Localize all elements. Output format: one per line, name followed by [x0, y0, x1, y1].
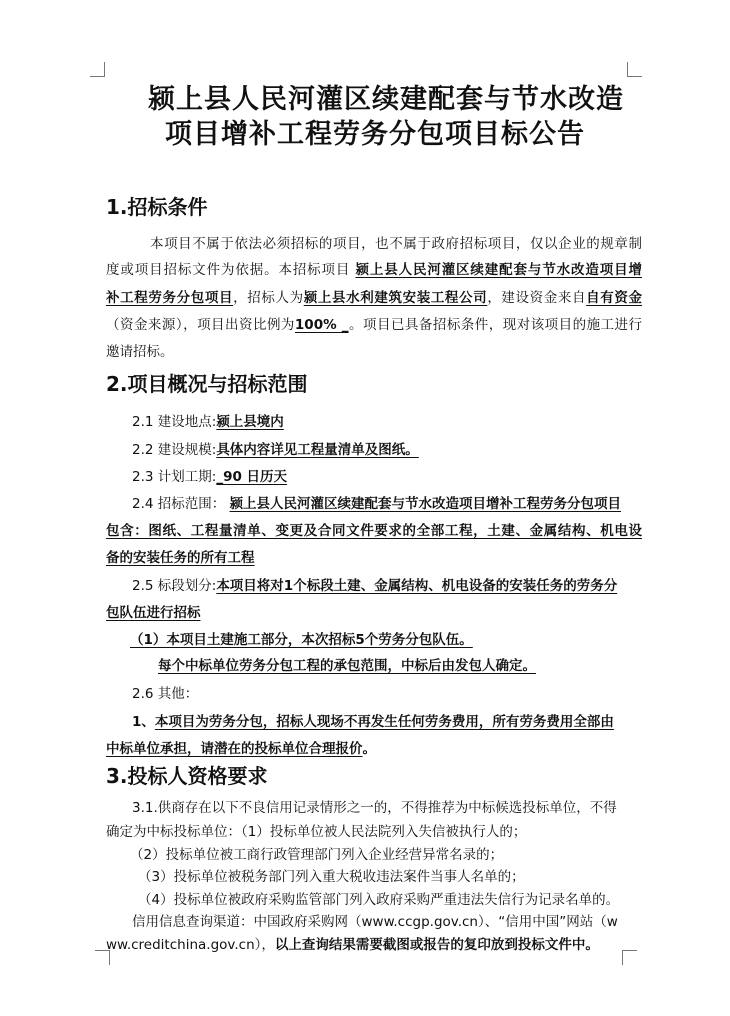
filled-field-text: 100% _: [294, 317, 349, 333]
filled-field-text: （1）本项目土建施工部分，本次招标5个劳务分包队伍。: [130, 632, 473, 648]
text-run: 3.1.供商存在以下不良信用记录情形之一的，不得推荐为中标候选投标单位，不得: [132, 800, 617, 816]
paragraph-line: [158, 656, 536, 676]
paragraph-line: [106, 822, 526, 842]
section-heading: [106, 762, 268, 790]
paragraph-line: [106, 739, 376, 759]
paragraph-line: [132, 440, 419, 460]
filled-field-text: 备的安装任务的所有工程: [106, 550, 255, 566]
crop-mark-top-left: [90, 62, 105, 77]
text-run: 。: [362, 741, 376, 757]
paragraph-line: [106, 935, 599, 955]
document-title: [148, 82, 624, 118]
paragraph-line: [132, 467, 287, 487]
paragraph-line: [106, 521, 642, 541]
filled-field-text: 颍上县境内: [216, 414, 284, 430]
crop-mark-top-right: [627, 62, 642, 77]
paragraph-line: [106, 315, 642, 335]
filled-field-text: 本项目为劳务分包，招标人现场不再发生任何劳务费用，所有劳务费用全部由: [154, 714, 614, 730]
paragraph-line: [132, 684, 198, 704]
paragraph-line: [106, 603, 201, 623]
paragraph-line: [130, 845, 503, 865]
paragraph-line: [106, 288, 642, 308]
paragraph-line: [132, 712, 614, 732]
filled-field-text: 自有资金: [586, 290, 643, 306]
text-run: 2.6 其他：: [132, 686, 199, 702]
text-run: 2.5 标段划分:: [132, 578, 217, 594]
text-run: ，招标人为: [233, 290, 304, 306]
paragraph-line: [106, 260, 642, 280]
filled-field-text: 具体内容详见工程量清单及图纸。: [216, 442, 419, 458]
text-run: ，建设资金来自: [487, 290, 587, 306]
text-run: （3）投标单位被税务部门列入重大税收违法案件当事人名单的；: [138, 869, 525, 885]
text-run: 邀请招标。: [106, 344, 174, 360]
text-run: 确定为中标投标单位：（1）投标单位被人民法院列入失信被执行人的；: [106, 824, 527, 840]
paragraph-line: [132, 412, 284, 432]
text-run: 1、: [132, 714, 155, 730]
filled-field-text: 颍上县人民河灌区续建配套与节水改造项目增: [355, 262, 643, 278]
section-heading: [106, 370, 308, 398]
text-run: 以上查询结果需要截图或报告的复印放到投标文件中。: [274, 937, 599, 953]
text-run: 1.招标条件: [106, 195, 208, 219]
paragraph-line: [106, 548, 255, 568]
text-run: 本项目不属于依法必须招标的项目，也不属于政府招标项目，仅以企业的规章制: [150, 236, 642, 252]
filled-field-text: 颍上县人民河灌区续建配套与节水改造项目增补工程劳务分包项目: [229, 496, 622, 512]
paragraph-line: [132, 494, 621, 514]
text-run: 2.3 计划工期:: [132, 469, 217, 485]
filled-field-text: _90 日历天: [216, 469, 288, 485]
text-run: 颍上县人民河灌区续建配套与节水改造: [148, 84, 624, 115]
text-run: 项目增补工程劳务分包项目标公告: [165, 119, 585, 150]
text-run: 信用信息查询渠道：中国政府采购网（www.ccgp.gov.cn）、“信用中国”网站（w: [132, 914, 618, 930]
filled-field-text: 包含：图纸、工程量清单、变更及合同文件要求的全部工程，土建、金属结构、机电设: [106, 523, 642, 539]
section-heading: [106, 193, 208, 221]
filled-field-text: 颍上县水利建筑安装工程公司: [303, 290, 488, 306]
paragraph-line: [138, 867, 525, 887]
paragraph-line: [150, 234, 642, 254]
text-run: ww.creditchina.gov.cn），: [106, 937, 275, 953]
text-run: 2.1 建设地点:: [132, 414, 217, 430]
text-run: （2）投标单位被工商行政管理部门列入企业经营异常名录的；: [130, 847, 504, 863]
paragraph-line: [132, 576, 617, 596]
text-run: 。项目已具备招标条件，现对该项目的施工进行: [348, 317, 643, 333]
filled-field-text: 本项目将对1个标段土建、金属结构、机电设备的安装任务的劳务分: [216, 578, 618, 594]
text-run: 2.2 建设规模:: [132, 442, 217, 458]
document-title: [165, 117, 585, 153]
text-run: 度或项目招标文件为依据。本招标项目: [106, 262, 356, 278]
paragraph-line: [132, 798, 617, 818]
text-run: （资金来源），项目出资比例为: [106, 317, 295, 333]
paragraph-line: [138, 890, 619, 910]
text-run: 2.项目概况与招标范围: [106, 372, 308, 396]
paragraph-line: [130, 630, 473, 650]
paragraph-line: [106, 342, 174, 362]
text-run: （4）投标单位被政府采购监管部门列入政府采购严重违法失信行为记录名单的。: [138, 892, 620, 908]
filled-field-text: 包队伍进行招标: [106, 605, 201, 621]
filled-field-text: 每个中标单位劳务分包工程的承包范围，中标后由发包人确定。: [158, 658, 536, 674]
filled-field-text: 中标单位承担，请潜在的投标单位合理报价: [106, 741, 363, 757]
text-run: 3.投标人资格要求: [106, 764, 268, 788]
text-run: 2.4 招标范围：: [132, 496, 230, 512]
crop-mark-bottom-right: [622, 950, 637, 965]
filled-field-text: 补工程劳务分包项目: [106, 290, 234, 306]
paragraph-line: [132, 912, 618, 932]
